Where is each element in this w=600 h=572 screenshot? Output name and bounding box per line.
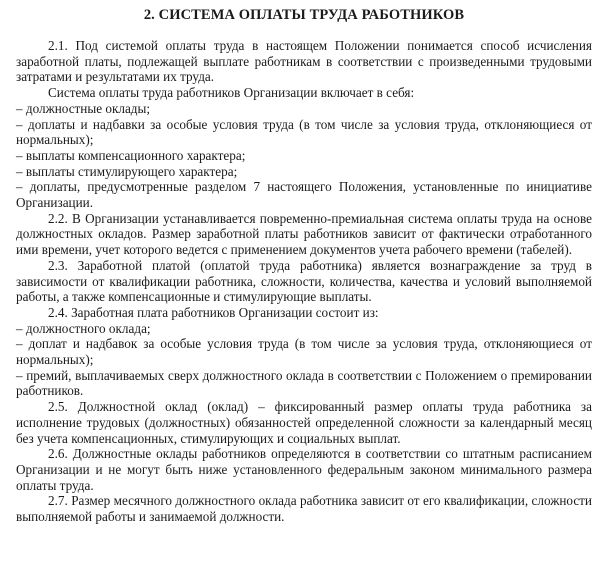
section-title: 2. СИСТЕМА ОПЛАТЫ ТРУДА РАБОТНИКОВ (143, 7, 465, 23)
paragraph-2-4: 2.4. Заработная плата работников Организации состоит из: (48, 304, 379, 320)
paragraph-2-6: 2.6. Должностные оклады работников определяются в соответствии со штатным расписанием Организации и не могут быть ниже установленного федеральным законом минимального размера оплаты труда. (16, 446, 592, 493)
paragraph-2-7: 2.7. Размер месячного должностного оклада работника зависит от его квалификации, сложности выполняемой работы и занимаемой должности. (16, 493, 592, 525)
list-item-incentive: – выплаты стимулирующего характера; (16, 163, 238, 179)
list-item-salary: – должностного оклада; (16, 320, 151, 336)
list-item-section-7: – доплаты, предусмотренные разделом 7 настоящего Положения, установленные по инициативе Организации. (16, 179, 592, 211)
paragraph-2-1: 2.1. Под системой оплаты труда в настоящем Положении понимается способ исчисления заработной платы, подлежащей выплате работникам в соответствии с произведенными трудовыми затратами и результатами их труда. (16, 38, 592, 85)
paragraph-system-includes: Система оплаты труда работников Организации включает в себя: (48, 85, 415, 101)
list-item-special-conditions: – доплаты и надбавки за особые условия труда (в том числе за условия труда, отклоняющиеся от нормальных); (16, 116, 592, 148)
paragraph-2-3: 2.3. Заработной платой (оплатой труда работника) является вознаграждение за труд в зависимости от квалификации работника, сложности, количества, качества и условий выполняемой работы, а также компенсационные и стимулирующие выплаты. (16, 257, 592, 305)
paragraph-2-2: 2.2. В Организации устанавливается повременно-премиальная система оплаты труда на основе должностных окладов. Размер заработной платы работников зависит от фактически отработанного ими времени, учет которого ведется с применением документов учета рабочего времени (табелей). (16, 210, 592, 258)
list-item-allowances: – доплат и надбавок за особые условия труда (в том числе за условия труда, отклоняющиеся от нормальных); (16, 336, 592, 368)
list-item-salaries: – должностные оклады; (16, 100, 151, 116)
list-item-bonuses: – премий, выплачиваемых сверх должностного оклада в соответствии с Положением о премировании работников. (16, 367, 592, 399)
paragraph-2-5: 2.5. Должностной оклад (оклад) – фиксированный размер оплаты труда работника за исполнение трудовых (должностных) обязанностей определенной сложности за календарный месяц без учета компенсационных, стимулирующих и социальных выплат. (16, 399, 592, 446)
list-item-compensation: – выплаты компенсационного характера; (16, 147, 246, 163)
